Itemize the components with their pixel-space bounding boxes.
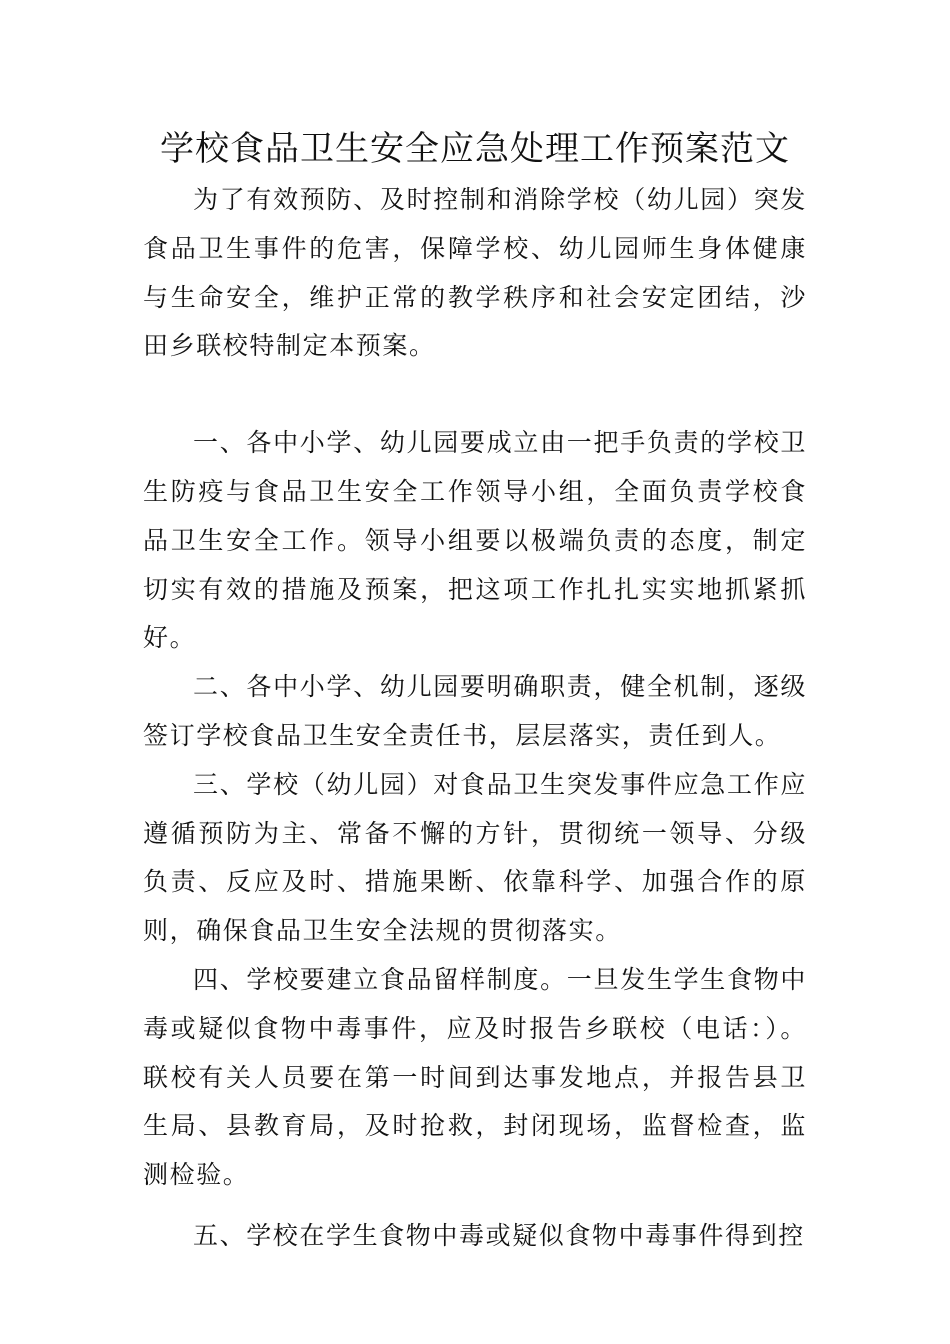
paragraph-item-2: 二、各中小学、幼儿园要明确职责，健全机制，逐级签订学校食品卫生安全责任书，层层落实，责任到人。 [143, 672, 807, 750]
document-body [143, 176, 807, 1261]
paragraph-item-3: 三、学校（幼儿园）对食品卫生突发事件应急工作应遵循预防为主、常备不懈的方针，贯彻统一领导、分级负责、反应及时、措施果断、依靠科学、加强合作的原则，确保食品卫生安全法规的贯彻落实。 [143, 769, 807, 946]
paragraph-intro: 为了有效预防、及时控制和消除学校（幼儿园）突发食品卫生事件的危害，保障学校、幼儿园师生身体健康与生命安全，维护正常的教学秩序和社会安定团结，沙田乡联校特制定本预案。 [143, 185, 807, 361]
paragraph-item-1: 一、各中小学、幼儿园要成立由一把手负责的学校卫生防疫与食品卫生安全工作领导小组，全面负责学校食品卫生安全工作。领导小组要以极端负责的态度，制定切实有效的措施及预案，把这项工作扎扎实实地抓紧抓好。 [143, 428, 807, 653]
paragraph-item-4: 四、学校要建立食品留样制度。一旦发生学生食物中毒或疑似食物中毒事件，应及时报告乡联校（电话：）。联校有关人员要在第一时间到达事发地点，并报告县卫生局、县教育局，及时抢救，封闭现场，监督检查，监测检验。 [143, 964, 807, 1190]
paragraph-item-5: 五、学校在学生食物中毒或疑似食物中毒事件得到控 [193, 1220, 805, 1250]
document-title: 学校食品卫生安全应急处理工作预案范文 [160, 129, 790, 169]
